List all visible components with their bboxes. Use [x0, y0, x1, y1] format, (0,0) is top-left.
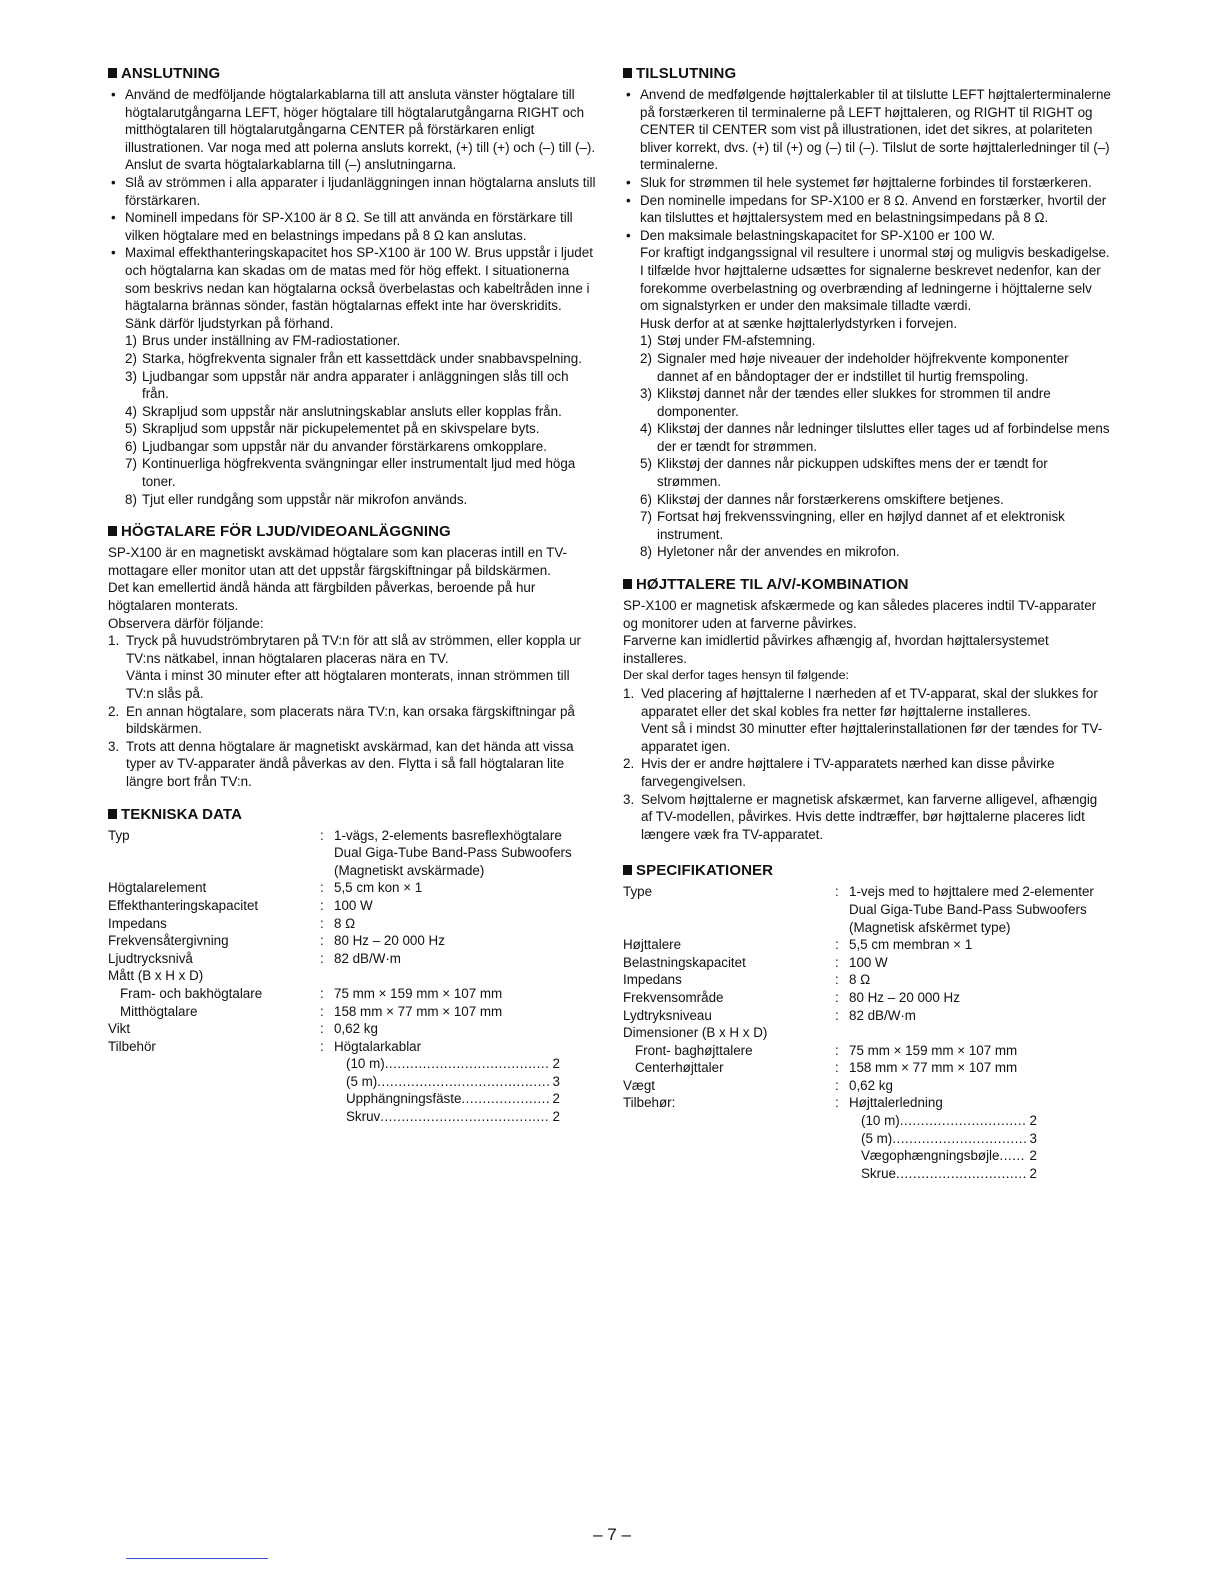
accessory-line: (10 m) ..... 2 — [849, 1112, 1037, 1130]
section-anslutning — [108, 64, 596, 508]
table-row: Impedans : 8 Ω — [108, 915, 356, 931]
list-item: 1. Ved placering af højttalerne I nærheden af et TV-apparat, skal der slukkes for apparatet eller det skal kobles fra netter før højttalerne installeres. Vent så i mindst 30 minutter efter højttalerinstallationen før der tændes for TV-apparatet igen. — [623, 686, 1103, 754]
section-specifikationer — [623, 861, 1111, 1182]
note: I tilfælde hvor højttalerne udsættes for signalerne beskrevet nedenfor, kan der forekomme overbelastning og overbrænding af ledningerne i höjttalerne selv om signalstyrken er under den maksimale tilladte værdi. — [640, 262, 1101, 314]
list-item: 6) Klikstøj der dannes når forstærkerens omskiftere betjenes. — [640, 491, 1004, 507]
table-row: Mått (B x H x D) — [108, 968, 204, 984]
table-row: Tilbehør: : Højttalerledning (10 m) ..... 2 (5 m) ..... 3 Vægophængningsbøjle ..... 2 Skrue ..... 2 — [623, 1094, 1111, 1182]
square-bullet-icon — [108, 68, 117, 78]
numbered-list — [623, 685, 1111, 843]
section-tilslutning — [623, 64, 1111, 561]
list-item: • Anvend de medfølgende højttalerkabler til at tilslutte LEFT højttalerterminalerne på forstærkeren til terminalerne på LEFT højttaleren, og RIGHT til RIGHT og CENTER til CENTER som vist på illustrationen, idet det sikres, at polariteten bliver korrekt, dvs. (+) til (+) og (–) til (–). Tilslut de sorte højttalerledninger til (–) terminalerne. — [623, 86, 1111, 174]
list-item: 4) Skrapljud som uppstår när anslutningskablar ansluts eller kopplas från. — [125, 403, 562, 419]
left-column — [108, 64, 596, 1140]
list-item: • Slå av strömmen i alla apparater i ljudanläggningen innan högtalarna ansluts till förstärkaren. — [108, 174, 596, 209]
list-item: 2) Starka, högfrekventa signaler från ett kassettdäck under snabbavspelning. — [125, 350, 582, 366]
table-row: Frekvensområde : 80 Hz – 20 000 Hz — [623, 989, 960, 1005]
table-row: Tilbehör : Högtalarkablar (10 m) ..... 2 (5 m) ..... 3 Upphängningsfäste ..... 2 Skruv ..... 2 — [108, 1038, 596, 1126]
note: Sänk därför ljudstyrkan på förhand. — [125, 315, 334, 331]
table-row: Impedans : 8 Ω — [623, 972, 871, 988]
accessory-line: Vægophængningsbøjle ..... 2 — [849, 1147, 1037, 1165]
list-item: 7) Kontinuerliga högfrekventa svängningar eller instrumentalt ljud med höga toner. — [125, 456, 576, 490]
section-hogtalare — [108, 522, 596, 790]
table-row: Effekthanteringskapacitet : 100 W — [108, 897, 373, 913]
list-item: 2) Signaler med høje niveauer der indeholder höjfrekvente komponenter dannet af en båndoptager der er indstillet til hurtig fremspoling. — [640, 350, 1069, 384]
accessory-line: (5 m) ..... 3 — [334, 1073, 560, 1091]
list-item: 3) Ljudbangar som uppstår när andra apparater i anläggningen slås till och från. — [125, 368, 569, 402]
section-title: TILSLUTNING — [623, 64, 1111, 83]
accessory-line: Skrue ..... 2 — [849, 1165, 1037, 1183]
table-row: Mitthögtalare : 158 mm × 77 mm × 107 mm — [120, 1003, 503, 1019]
paragraph: Observera därför följande: — [108, 615, 264, 631]
list-item: • Den maksimale belastningskapacitet for SP-X100 er 100 W. — [623, 227, 1111, 245]
list-item: • Sluk for strømmen til hele systemet før højttalerne forbindes til forstærkeren. — [623, 174, 1111, 192]
table-row: Vikt : 0,62 kg — [108, 1021, 378, 1037]
list-item: • Använd de medföljande högtalarkablarna till att ansluta vänster högtalare till högtalarutgångarna LEFT, höger högtalare till högtalarutgångarna RIGHT och mitthögtalaren till högtalarutgångarna CENTER på förstärkaren enligt illustrationen. Var noga med att polerna ansluts korrekt, (+) till (+) och (–) till (–). Anslut de svarta högtalarkablarna till (–) anslutningarna. — [108, 86, 596, 174]
list-item: 2. En annan högtalare, som placerats nära TV:n, kan orsaka färgskiftningar på bildskärmen. — [108, 703, 575, 737]
bullet-list — [623, 86, 1111, 244]
note: Husk derfor at at sænke højttalerlydstyrken i forvejen. — [640, 315, 958, 331]
accessory-line: (5 m) ..... 3 — [849, 1130, 1037, 1148]
paragraph: Det kan emellertid ändå hända att färgbilden påverkas, beroende på hur högtalaren monterats. — [108, 580, 536, 614]
list-item: 5) Klikstøj der dannes når pickuppen udskiftes mens der er tændt for strømmen. — [640, 456, 1048, 490]
numbered-list — [108, 632, 596, 790]
square-bullet-icon — [108, 526, 117, 536]
square-bullet-icon — [623, 68, 632, 78]
section-hojttalere — [623, 575, 1111, 843]
list-item: 4) Klikstøj der dannes når ledninger tilsluttes eller tages ud af forbindelse mens der er tændt for strømmen. — [640, 421, 1110, 454]
paragraph: SP-X100 är en magnetiskt avskämad högtalare som kan placeras intill en TV-mottagare eller monitor utan att det uppstår färgskiftningar på bildskärmen. — [108, 545, 567, 578]
square-bullet-icon — [623, 865, 632, 875]
square-bullet-icon — [108, 809, 117, 819]
section-title: HØJTTALERE TIL A/V/-KOMBINATION — [623, 575, 1111, 594]
list-item: • Nominell impedans för SP-X100 är 8 Ω. Se till att använda en förstärkare till vilken högtalare med en belastnings impedans på 8 Ω kan anslutas. — [108, 209, 596, 244]
accessory-line: Upphängningsfäste ..... 2 — [334, 1090, 560, 1108]
accessory-line: Skruv ..... 2 — [334, 1108, 560, 1126]
table-row: Frekvensåtergivning : 80 Hz – 20 000 Hz — [108, 933, 445, 949]
table-row: Front- baghøjttalere : 75 mm × 159 mm × 107 mm — [635, 1042, 1018, 1058]
list-item: 8) Hyletoner når der anvendes en mikrofon. — [640, 544, 900, 560]
page-number: – 7 – — [593, 1525, 631, 1544]
section-tekniska-data — [108, 805, 596, 1126]
table-row: Type : 1-vejs med to højttalere med 2-elementer Dual Giga-Tube Band-Pass Subwoofers (Magnetisk afskērmet type) — [623, 884, 1094, 935]
section-title: SPECIFIKATIONER — [623, 861, 1111, 880]
list-item: 1) Brus under inställning av FM-radiostationer. — [125, 333, 401, 349]
note: For kraftigt indgangssignal vil resultere i unormal støj og muligvis beskadigelse. — [640, 245, 1110, 261]
table-row: Högtalarelement : 5,5 cm kon × 1 — [108, 880, 423, 896]
bullet-list — [108, 86, 596, 315]
table-row: Fram- och bakhögtalare : 75 mm × 159 mm × 107 mm — [120, 985, 503, 1001]
table-row: Højttalere : 5,5 cm membran × 1 — [623, 937, 973, 953]
list-item: 1) Støj under FM-afstemning. — [640, 333, 816, 349]
footer-rule — [126, 1558, 268, 1559]
paragraph: Der skal derfor tages hensyn til følgende: — [623, 668, 849, 683]
numbered-list — [623, 332, 1111, 561]
table-row: Vægt : 0,62 kg — [623, 1077, 893, 1093]
section-title: TEKNISKA DATA — [108, 805, 596, 824]
list-item: 3) Klikstøj dannet når der tændes eller slukkes for strommen til andre domponenter. — [640, 386, 1051, 419]
list-item: 5) Skrapljud som uppstår när pickupelementet på en skivspelare byts. — [125, 421, 540, 437]
table-row: Lydtryksniveau : 82 dB/W·m — [623, 1007, 916, 1023]
table-row: Ljudtrycksnivå : 82 dB/W·m — [108, 950, 401, 966]
list-item: 7) Fortsat høj frekvenssvingning, eller en højlyd dannet af et elektronisk instrument. — [640, 509, 1065, 542]
list-item: 3. Selvom højttalerne er magnetisk afskærmet, kan farverne alligevel, afhængig af TV-modellen, påvirkes. Hvis dette indtræffer, bør højttalerne placeres lidt længere væk fra TV-apparatet. — [623, 791, 1098, 842]
spec-table — [623, 883, 1111, 1182]
section-title: ANSLUTNING — [108, 64, 596, 83]
paragraph: SP-X100 er magnetisk afskærmede og kan således placeres indtil TV-apparater og monitorer uden at farverne påvirkes. — [623, 598, 1097, 631]
square-bullet-icon — [623, 579, 632, 589]
list-item: 6) Ljudbangar som uppstår när du anvander förstärkarens omkopplare. — [125, 438, 547, 454]
paragraph: Farverne kan imidlertid påvirkes afhængig af, hvordan højttalersystemet installeres. — [623, 633, 1049, 666]
list-item: • Den nominelle impedans for SP-X100 er 8 Ω. Anvend en forstærker, hvortil der kan tilsluttes et højttalersystem med en belastningsimpedans på 8 Ω. — [623, 192, 1111, 227]
section-title: HÖGTALARE FÖR LJUD/VIDEOANLÄGGNING — [108, 522, 596, 541]
spec-table — [108, 827, 596, 1126]
right-column — [623, 64, 1111, 1196]
accessory-line: (10 m) ..... 2 — [334, 1055, 560, 1073]
table-row: Typ : 1-vägs, 2-elements basreflexhögtalare Dual Giga-Tube Band-Pass Subwoofers (Magnetiskt avskärmade) — [108, 827, 572, 878]
list-item: 8) Tjut eller rundgång som uppstår när mikrofon används. — [125, 491, 468, 507]
table-row: Centerhøjttaler : 158 mm × 77 mm × 107 mm — [635, 1060, 1018, 1076]
table-row: Dimensioner (B x H x D) — [623, 1025, 768, 1041]
table-row: Belastningskapacitet : 100 W — [623, 954, 888, 970]
list-item: 2. Hvis der er andre højttalere i TV-apparatets nærhed kan disse påvirke farvegengivelsen. — [623, 756, 1055, 789]
list-item: 3. Trots att denna högtalare är magnetiskt avskärmad, kan det hända att vissa typer av TV-apparater ändå påverkas av den. Flytta i så fall högtalaran lite längre bort från TV:n. — [108, 738, 574, 789]
list-item: 1. Tryck på huvudströmbrytaren på TV:n för att slå av strömmen, eller koppla ur TV:ns nätkabel, innan högtalaren placeras nära en TV. Vänta i minst 30 minuter efter att högtalaren monterats, innan strömmen till TV:n slås på. — [108, 633, 581, 701]
numbered-list — [108, 332, 596, 508]
list-item: • Maximal effekthanteringskapacitet hos SP-X100 är 100 W. Brus uppstår i ljudet och högtalarna kan skadas om de matas med för hög effekt. I situationerna som beskrivs nedan kan högtalarna också överbelastas och kabeltråden inne i hägtalarna brännas sönder, fastän högtalarnas effekt inte har överskridits. — [108, 244, 596, 314]
